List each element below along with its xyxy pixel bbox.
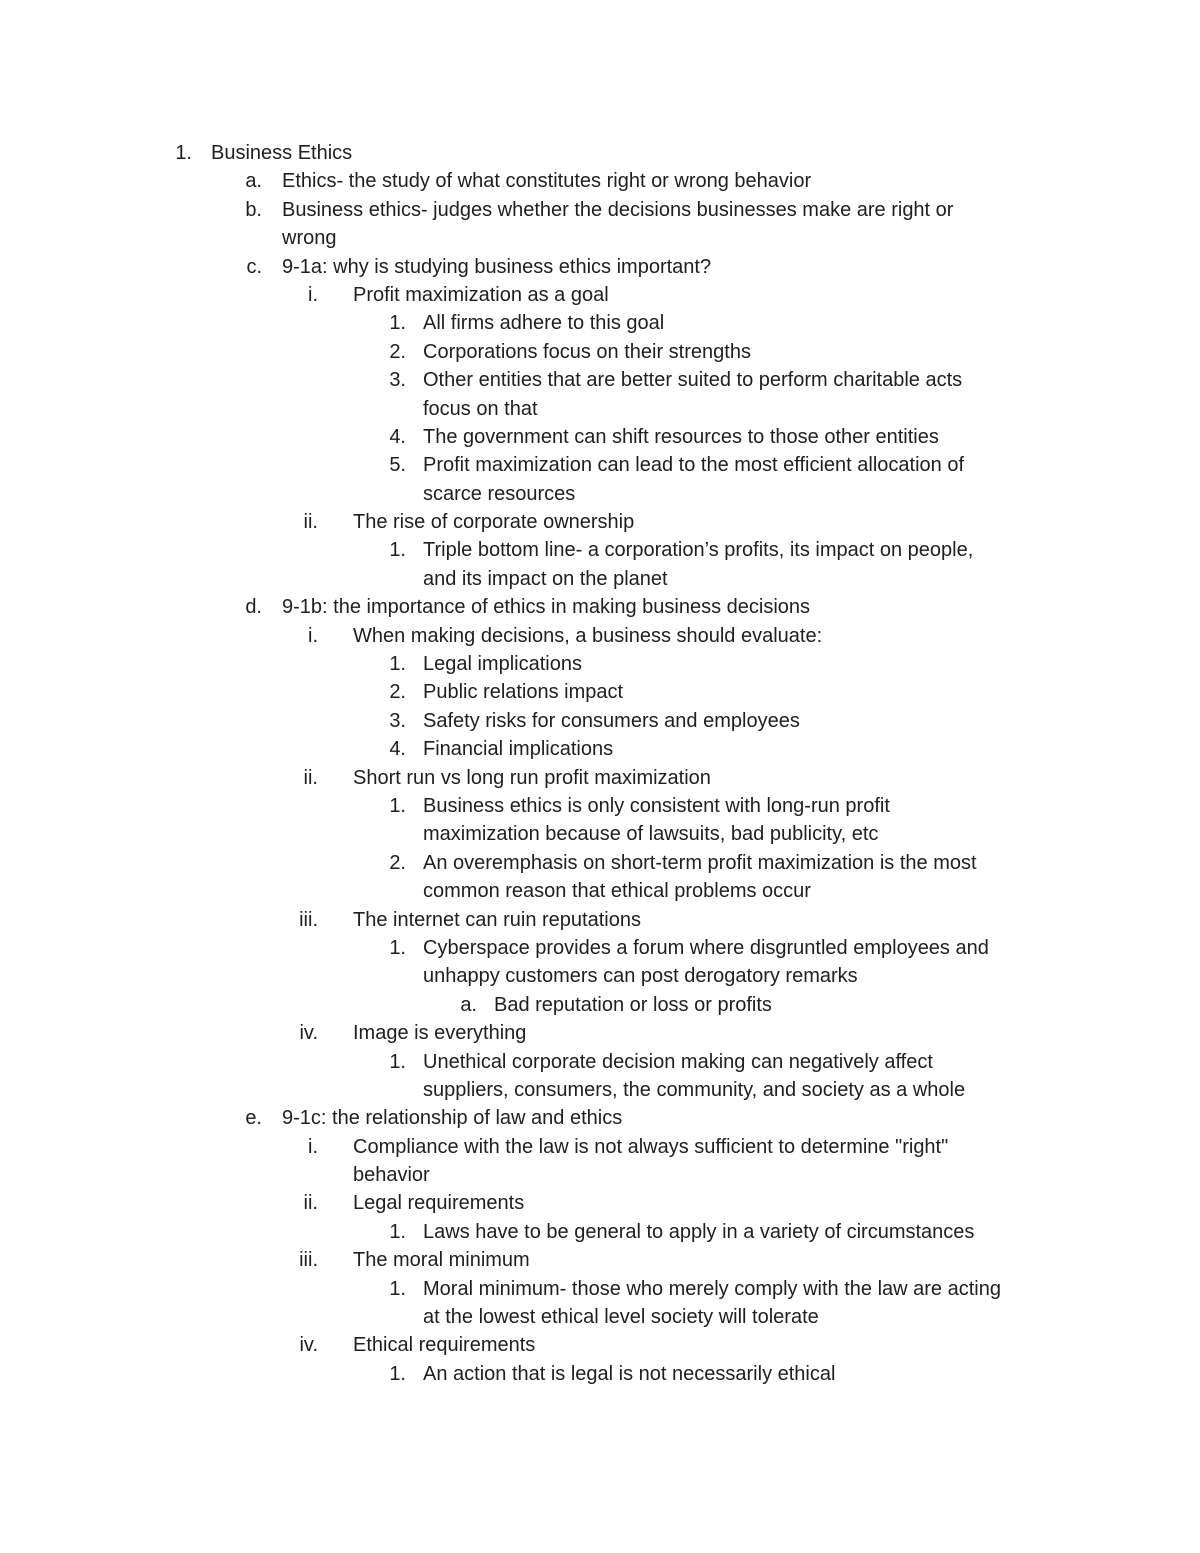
outline-item-text: maximization because of lawsuits, bad publicity, etc [423,823,879,846]
outline-item [0,820,1200,848]
list-marker: 1. [389,1362,406,1385]
list-marker: 1. [389,312,406,335]
outline-item [0,991,1200,1019]
outline-item [0,480,1200,508]
outline-item-text: Business ethics- judges whether the decisions businesses make are right or [282,198,954,221]
outline-item [0,196,1200,224]
list-marker: ii. [303,511,318,534]
outline-item-text: Profit maximization as a goal [353,283,609,306]
outline-item-text: Unethical corporate decision making can negatively affect [423,1050,933,1073]
outline-item [0,1360,1200,1388]
outline-item-text: An action that is legal is not necessarily ethical [423,1362,836,1385]
outline-item-text: at the lowest ethical level society will tolerate [423,1306,819,1329]
list-marker: iv. [299,1022,318,1045]
outline-item-text: Profit maximization can lead to the most efficient allocation of [423,454,965,477]
outline-item-text: behavior [353,1164,430,1187]
outline-item [0,650,1200,678]
outline-item-text: Short run vs long run profit maximization [353,766,711,789]
outline-item-text: Moral minimum- those who merely comply with the law are acting [423,1277,1001,1300]
list-marker: 1. [389,936,406,959]
outline-item-text: The moral minimum [353,1249,530,1272]
outline-item-text: Image is everything [353,1022,527,1045]
outline-item [0,423,1200,451]
list-marker: 1. [389,1277,406,1300]
outline-item [0,281,1200,309]
outline-item [0,735,1200,763]
outline-item-text: Business ethics is only consistent with long-run profit [423,794,890,817]
outline-item [0,593,1200,621]
list-marker: c. [246,255,262,278]
outline-item [0,707,1200,735]
list-marker: 1. [389,653,406,676]
outline-item [0,451,1200,479]
outline-item-text: Compliance with the law is not always sufficient to determine "right" [353,1135,949,1158]
outline-item-text: wrong [282,227,337,250]
outline-item [0,1303,1200,1331]
list-marker: 5. [389,454,406,477]
list-marker: iii. [299,1249,318,1272]
list-marker: 2. [389,851,406,874]
list-marker: ii. [303,1192,318,1215]
outline-item-text: scarce resources [423,482,576,505]
list-marker: 1. [389,1220,406,1243]
outline-item-text: An overemphasis on short-term profit maximization is the most [423,851,977,874]
outline-item [0,906,1200,934]
list-marker: i. [308,624,318,647]
list-marker: e. [245,1107,262,1130]
list-marker: 3. [389,709,406,732]
outline-item-text: Legal implications [423,653,582,676]
list-marker: 1. [175,142,192,164]
list-marker: iii. [299,908,318,931]
outline-item-text: Cyberspace provides a forum where disgruntled employees and [423,936,989,959]
outline-item-text: Business Ethics [211,142,353,164]
outline-item [0,877,1200,905]
outline-item [0,309,1200,337]
outline-item-text: Ethics- the study of what constitutes right or wrong behavior [282,170,812,193]
outline-item [0,167,1200,195]
list-marker: 1. [389,794,406,817]
outline-item-text: focus on that [423,397,538,420]
list-marker: a. [460,993,477,1016]
list-marker: 4. [389,425,406,448]
outline-item [0,1246,1200,1274]
outline-item [0,508,1200,536]
outline-item [0,1133,1200,1161]
outline-item [0,1019,1200,1047]
outline-item-text: Ethical requirements [353,1334,536,1357]
outline-item [0,1161,1200,1189]
outline-item [0,1218,1200,1246]
outline-item [0,224,1200,252]
list-marker: 1. [389,1050,406,1073]
list-marker: d. [245,596,262,619]
outline-item [0,962,1200,990]
outline-item-text: All firms adhere to this goal [423,312,665,335]
outline-item [0,678,1200,706]
outline-item [0,764,1200,792]
outline-item-text: Public relations impact [423,681,624,704]
list-marker: iv. [299,1334,318,1357]
outline-item-text: The rise of corporate ownership [353,511,635,534]
outline-item-text: Corporations focus on their strengths [423,340,751,363]
outline-item-text: unhappy customers can post derogatory remarks [423,965,858,988]
list-marker: 3. [389,369,406,392]
outline-item [0,622,1200,650]
list-marker: 1. [389,539,406,562]
outline-item-text: 9-1c: the relationship of law and ethics [282,1107,623,1130]
list-marker: i. [308,283,318,306]
outline-item-text: The government can shift resources to those other entities [423,425,939,448]
outline-item-text: Safety risks for consumers and employees [423,709,800,732]
outline-item-text: 9-1b: the importance of ethics in making business decisions [282,596,811,619]
outline-item [0,139,1200,167]
outline-item [0,1104,1200,1132]
outline-item [0,1189,1200,1217]
outline-item-text: suppliers, consumers, the community, and society as a whole [423,1078,966,1101]
outline-item [0,536,1200,564]
list-marker: 2. [389,340,406,363]
outline-item-text: The internet can ruin reputations [353,908,641,931]
outline-item-text: Other entities that are better suited to perform charitable acts [423,369,963,392]
list-marker: 4. [389,738,406,761]
outline-item-text: When making decisions, a business should evaluate: [353,624,823,647]
list-marker: i. [308,1135,318,1158]
outline-item [0,1076,1200,1104]
outline-item-text: Triple bottom line- a corporation’s profits, its impact on people, [423,539,974,562]
outline-item [0,792,1200,820]
outline-item [0,1331,1200,1359]
outline-item-text: and its impact on the planet [423,567,668,590]
outline-item-text: 9-1a: why is studying business ethics important? [282,255,712,278]
outline-item [0,1048,1200,1076]
outline-item-text: Legal requirements [353,1192,525,1215]
list-marker: a. [245,170,262,193]
outline-item [0,253,1200,281]
outline-item [0,366,1200,394]
outline-item-text: Bad reputation or loss or profits [494,993,772,1016]
list-marker: b. [245,198,262,221]
outline-item-text: Financial implications [423,738,614,761]
outline-list [0,139,1200,1388]
outline-item [0,1275,1200,1303]
list-marker: ii. [303,766,318,789]
outline-item-text: common reason that ethical problems occur [423,880,811,903]
outline-item [0,849,1200,877]
outline-item [0,565,1200,593]
list-marker: 2. [389,681,406,704]
outline-item [0,338,1200,366]
outline-item [0,395,1200,423]
outline-item-text: Laws have to be general to apply in a variety of circumstances [423,1220,975,1243]
outline-item [0,934,1200,962]
